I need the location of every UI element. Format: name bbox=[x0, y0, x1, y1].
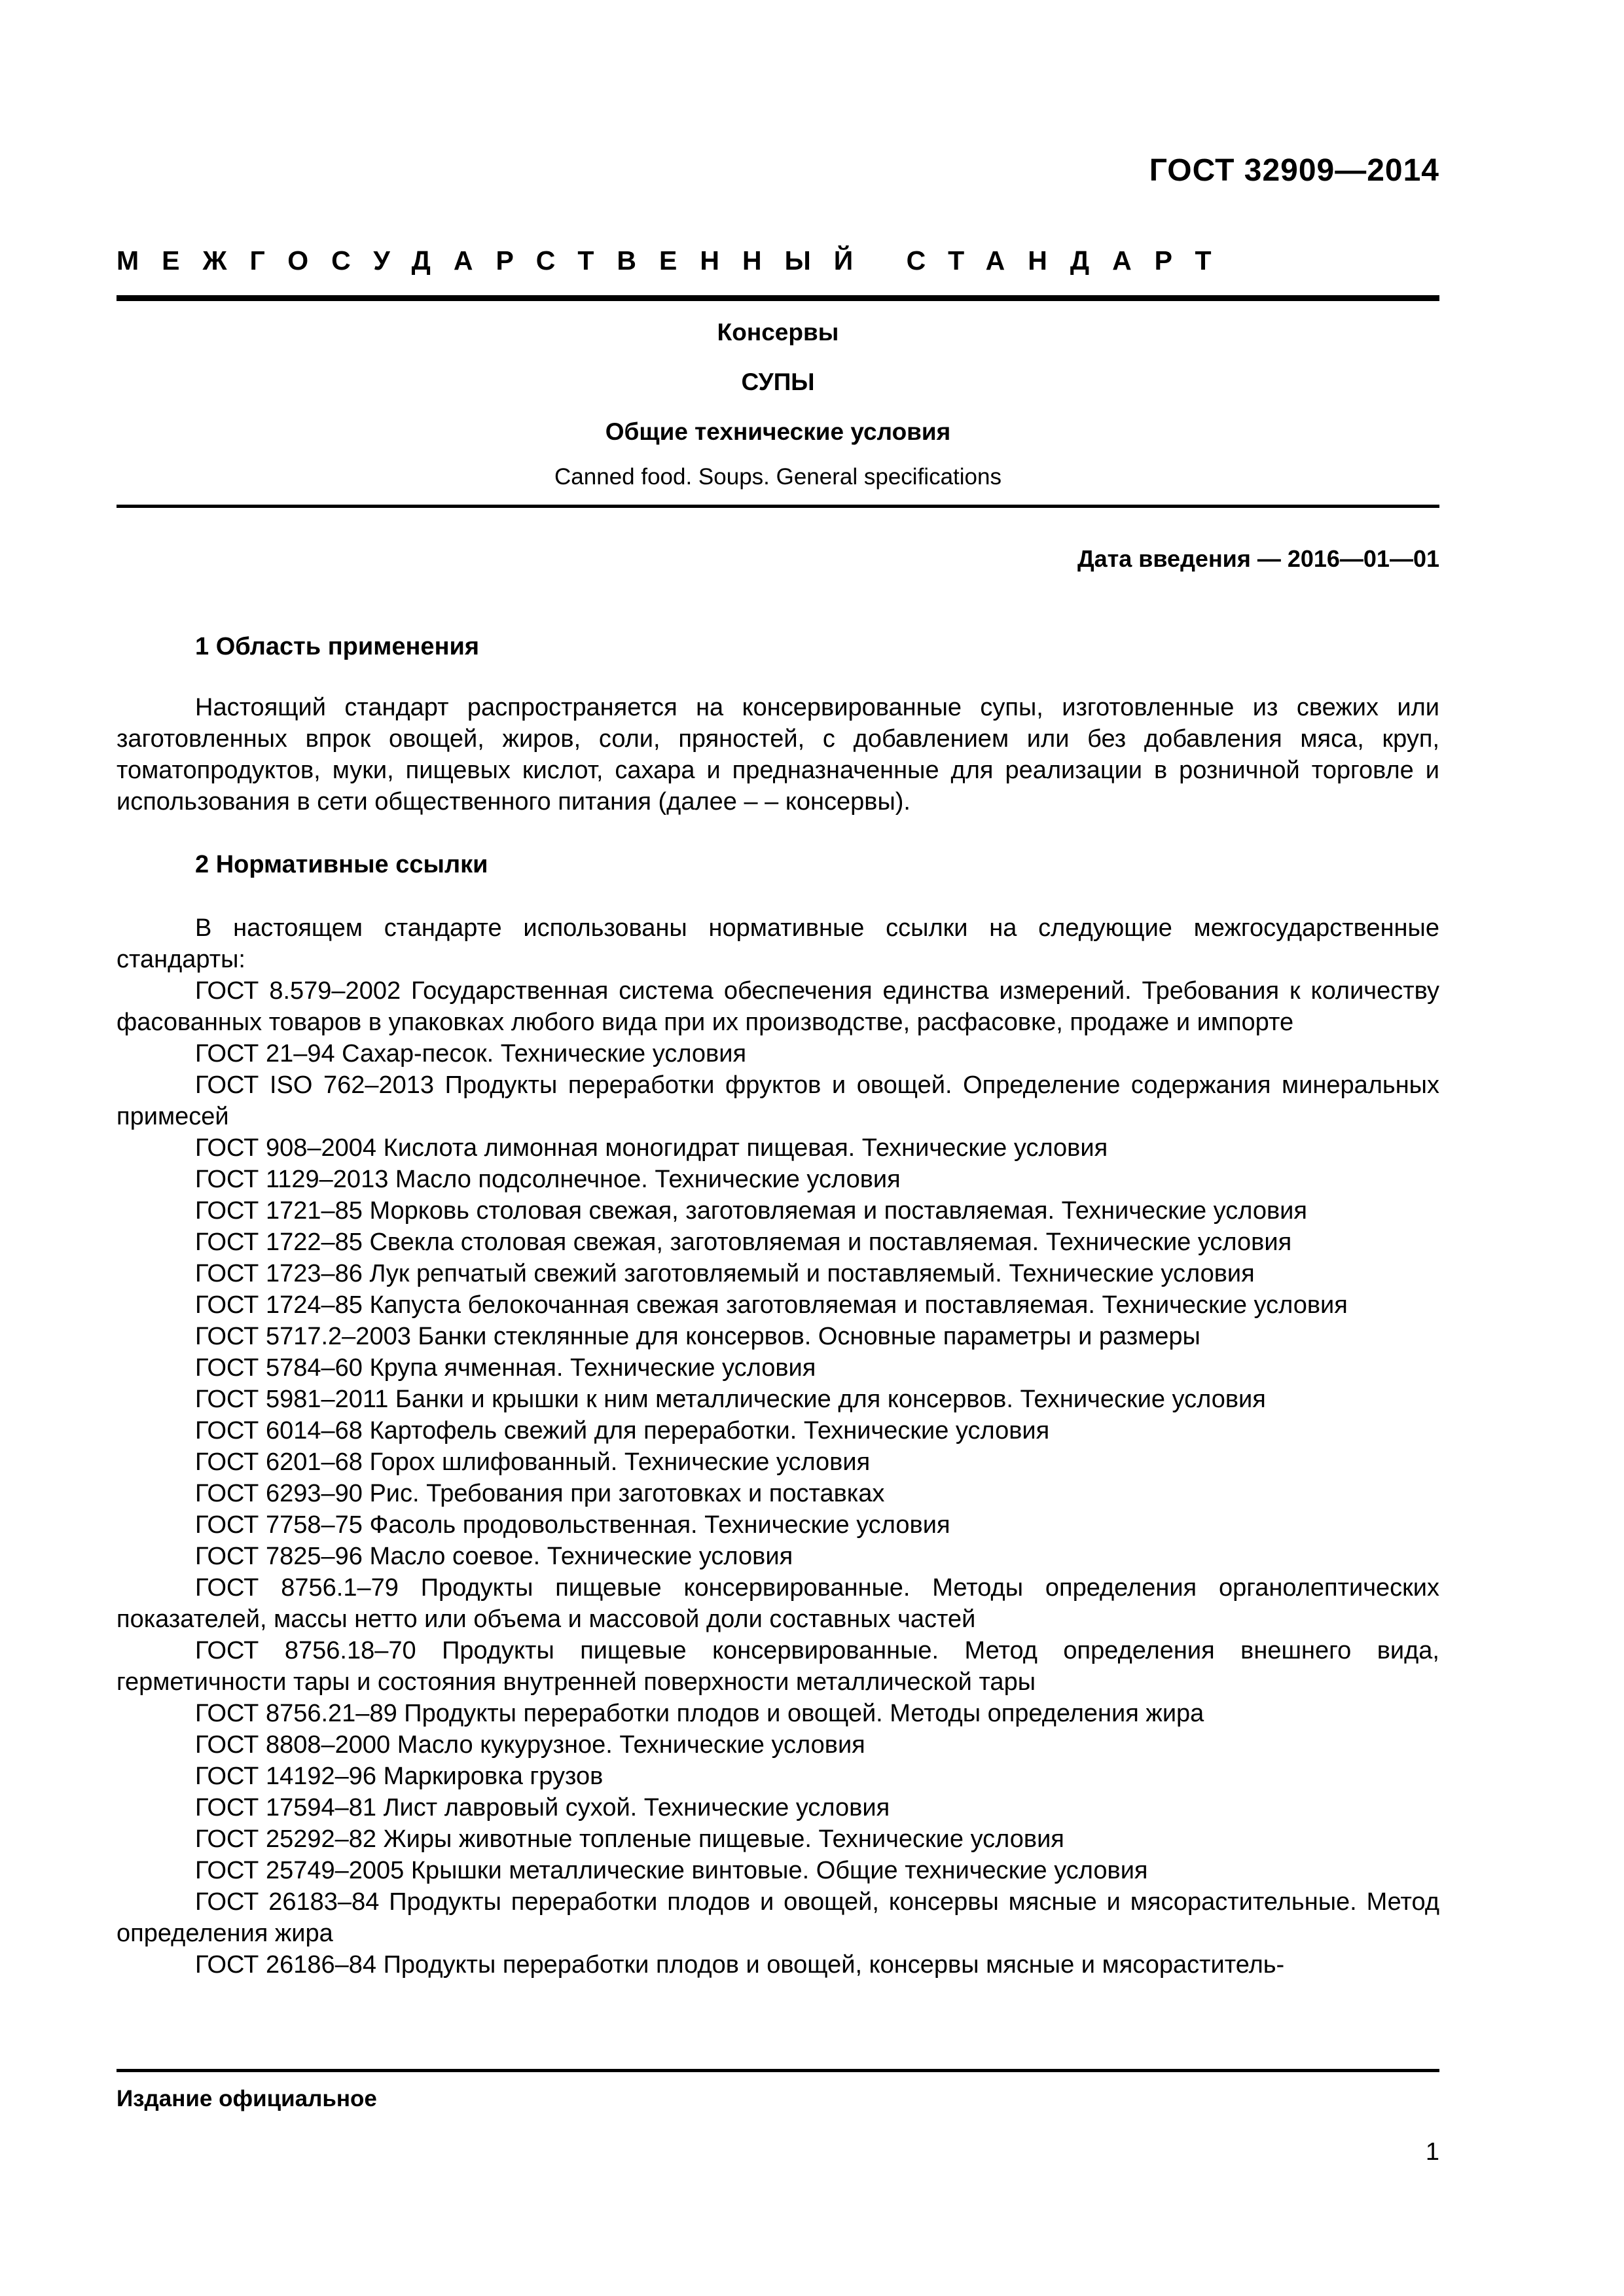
reference-item: ГОСТ 6293–90 Рис. Требования при заготовках и поставках bbox=[195, 1480, 885, 1507]
reference-item: ГОСТ 1722–85 Свекла столовая свежая, заготовляемая и поставляемая. Технические условия bbox=[195, 1229, 1292, 1256]
official-edition-note: Издание официальное bbox=[117, 2086, 377, 2111]
reference-item: ГОСТ 8756.18–70 Продукты пищевые консервированные. Метод определения внешнего вида, герметичности тары и состояния внутренней поверхности металлической тары bbox=[117, 1637, 1439, 1696]
reference-item: ГОСТ 908–2004 Кислота лимонная моногидрат пищевая. Технические условия bbox=[195, 1134, 1108, 1162]
reference-item: ГОСТ 26183–84 Продукты переработки плодов и овощей, консервы мясные и мясорастительные. Метод определения жира bbox=[117, 1888, 1439, 1947]
top-rule bbox=[117, 295, 1439, 301]
reference-item: ГОСТ 1129–2013 Масло подсолнечное. Технические условия bbox=[195, 1166, 901, 1193]
scope-paragraph: Настоящий стандарт распространяется на консервированные супы, изготовленные из свежих или заготовленных впрок овощей, жиров, соли, пряностей, с добавлением или без добавления мяса, круп, томатопродуктов, муки, пищевых кислот, сахара и предназначенные для реализации в розничной торговле и использования в сети общественного питания (далее – – консервы). bbox=[117, 694, 1439, 816]
reference-item: ГОСТ 21–94 Сахар-песок. Технические условия bbox=[195, 1040, 747, 1067]
reference-item: ГОСТ 5981–2011 Банки и крышки к ним металлические для консервов. Технические условия bbox=[195, 1386, 1266, 1413]
introduction-date: Дата введения — 2016—01—01 bbox=[1077, 545, 1439, 572]
reference-item: ГОСТ 5784–60 Крупа ячменная. Технические условия bbox=[195, 1354, 816, 1382]
references-intro: В настоящем стандарте использованы нормативные ссылки на следующие межгосударственные стандарты: bbox=[117, 914, 1439, 973]
reference-item: ГОСТ 26186–84 Продукты переработки плодов и овощей, консервы мясные и мясораститель- bbox=[195, 1951, 1285, 1979]
reference-item: ГОСТ 7758–75 Фасоль продовольственная. Технические условия bbox=[195, 1511, 950, 1539]
reference-item: ГОСТ 1724–85 Капуста белокочанная свежая заготовляемая и поставляемая. Технические условия bbox=[195, 1291, 1348, 1319]
document-number: ГОСТ 32909—2014 bbox=[1149, 153, 1439, 188]
title-sub: СУПЫ bbox=[741, 368, 815, 395]
reference-item: ГОСТ 25292–82 Жиры животные топленые пищевые. Технические условия bbox=[195, 1825, 1064, 1853]
standard-type-banner: МЕЖГОСУДАРСТВЕННЫЙ СТАНДАРТ bbox=[117, 245, 1235, 276]
reference-item: ГОСТ 17594–81 Лист лавровый сухой. Технические условия bbox=[195, 1794, 890, 1821]
reference-item: ГОСТ 1723–86 Лук репчатый свежий заготовляемый и поставляемый. Технические условия bbox=[195, 1260, 1255, 1287]
title-english: Canned food. Soups. General specifications bbox=[554, 464, 1001, 490]
reference-list bbox=[117, 975, 1439, 1981]
title-part: Общие технические условия bbox=[605, 418, 951, 445]
reference-item: ГОСТ 14192–96 Маркировка грузов bbox=[195, 1763, 604, 1790]
section-heading-references: 2 Нормативные ссылки bbox=[195, 851, 488, 878]
reference-item: ГОСТ 8756.21–89 Продукты переработки плодов и овощей. Методы определения жира bbox=[195, 1700, 1204, 1727]
page-number: 1 bbox=[1425, 2138, 1439, 2166]
reference-item: ГОСТ 8756.1–79 Продукты пищевые консервированные. Методы определения органолептических показателей, массы нетто или объема и массовой доли составных частей bbox=[117, 1574, 1439, 1633]
reference-item: ГОСТ 25749–2005 Крышки металлические винтовые. Общие технические условия bbox=[195, 1857, 1148, 1884]
reference-item: ГОСТ ISO 762–2013 Продукты переработки фруктов и овощей. Определение содержания минеральных примесей bbox=[117, 1071, 1439, 1130]
reference-item: ГОСТ 8808–2000 Масло кукурузное. Технические условия bbox=[195, 1731, 865, 1759]
reference-item: ГОСТ 6014–68 Картофель свежий для переработки. Технические условия bbox=[195, 1417, 1050, 1444]
reference-item: ГОСТ 5717.2–2003 Банки стеклянные для консервов. Основные параметры и размеры bbox=[195, 1323, 1200, 1350]
reference-item: ГОСТ 7825–96 Масло соевое. Технические условия bbox=[195, 1543, 793, 1570]
section-heading-scope: 1 Область применения bbox=[195, 633, 480, 660]
title-rule bbox=[117, 505, 1439, 508]
reference-item: ГОСТ 8.579–2002 Государственная система обеспечения единства измерений. Требования к количеству фасованных товаров в упаковках любого вида при их производстве, расфасовке, продаже и импорте bbox=[117, 977, 1439, 1036]
reference-item: ГОСТ 1721–85 Морковь столовая свежая, заготовляемая и поставляемая. Технические условия bbox=[195, 1197, 1307, 1225]
reference-item: ГОСТ 6201–68 Горох шлифованный. Технические условия bbox=[195, 1448, 871, 1476]
footer-rule bbox=[117, 2069, 1439, 2072]
title-main: Консервы bbox=[717, 319, 839, 346]
